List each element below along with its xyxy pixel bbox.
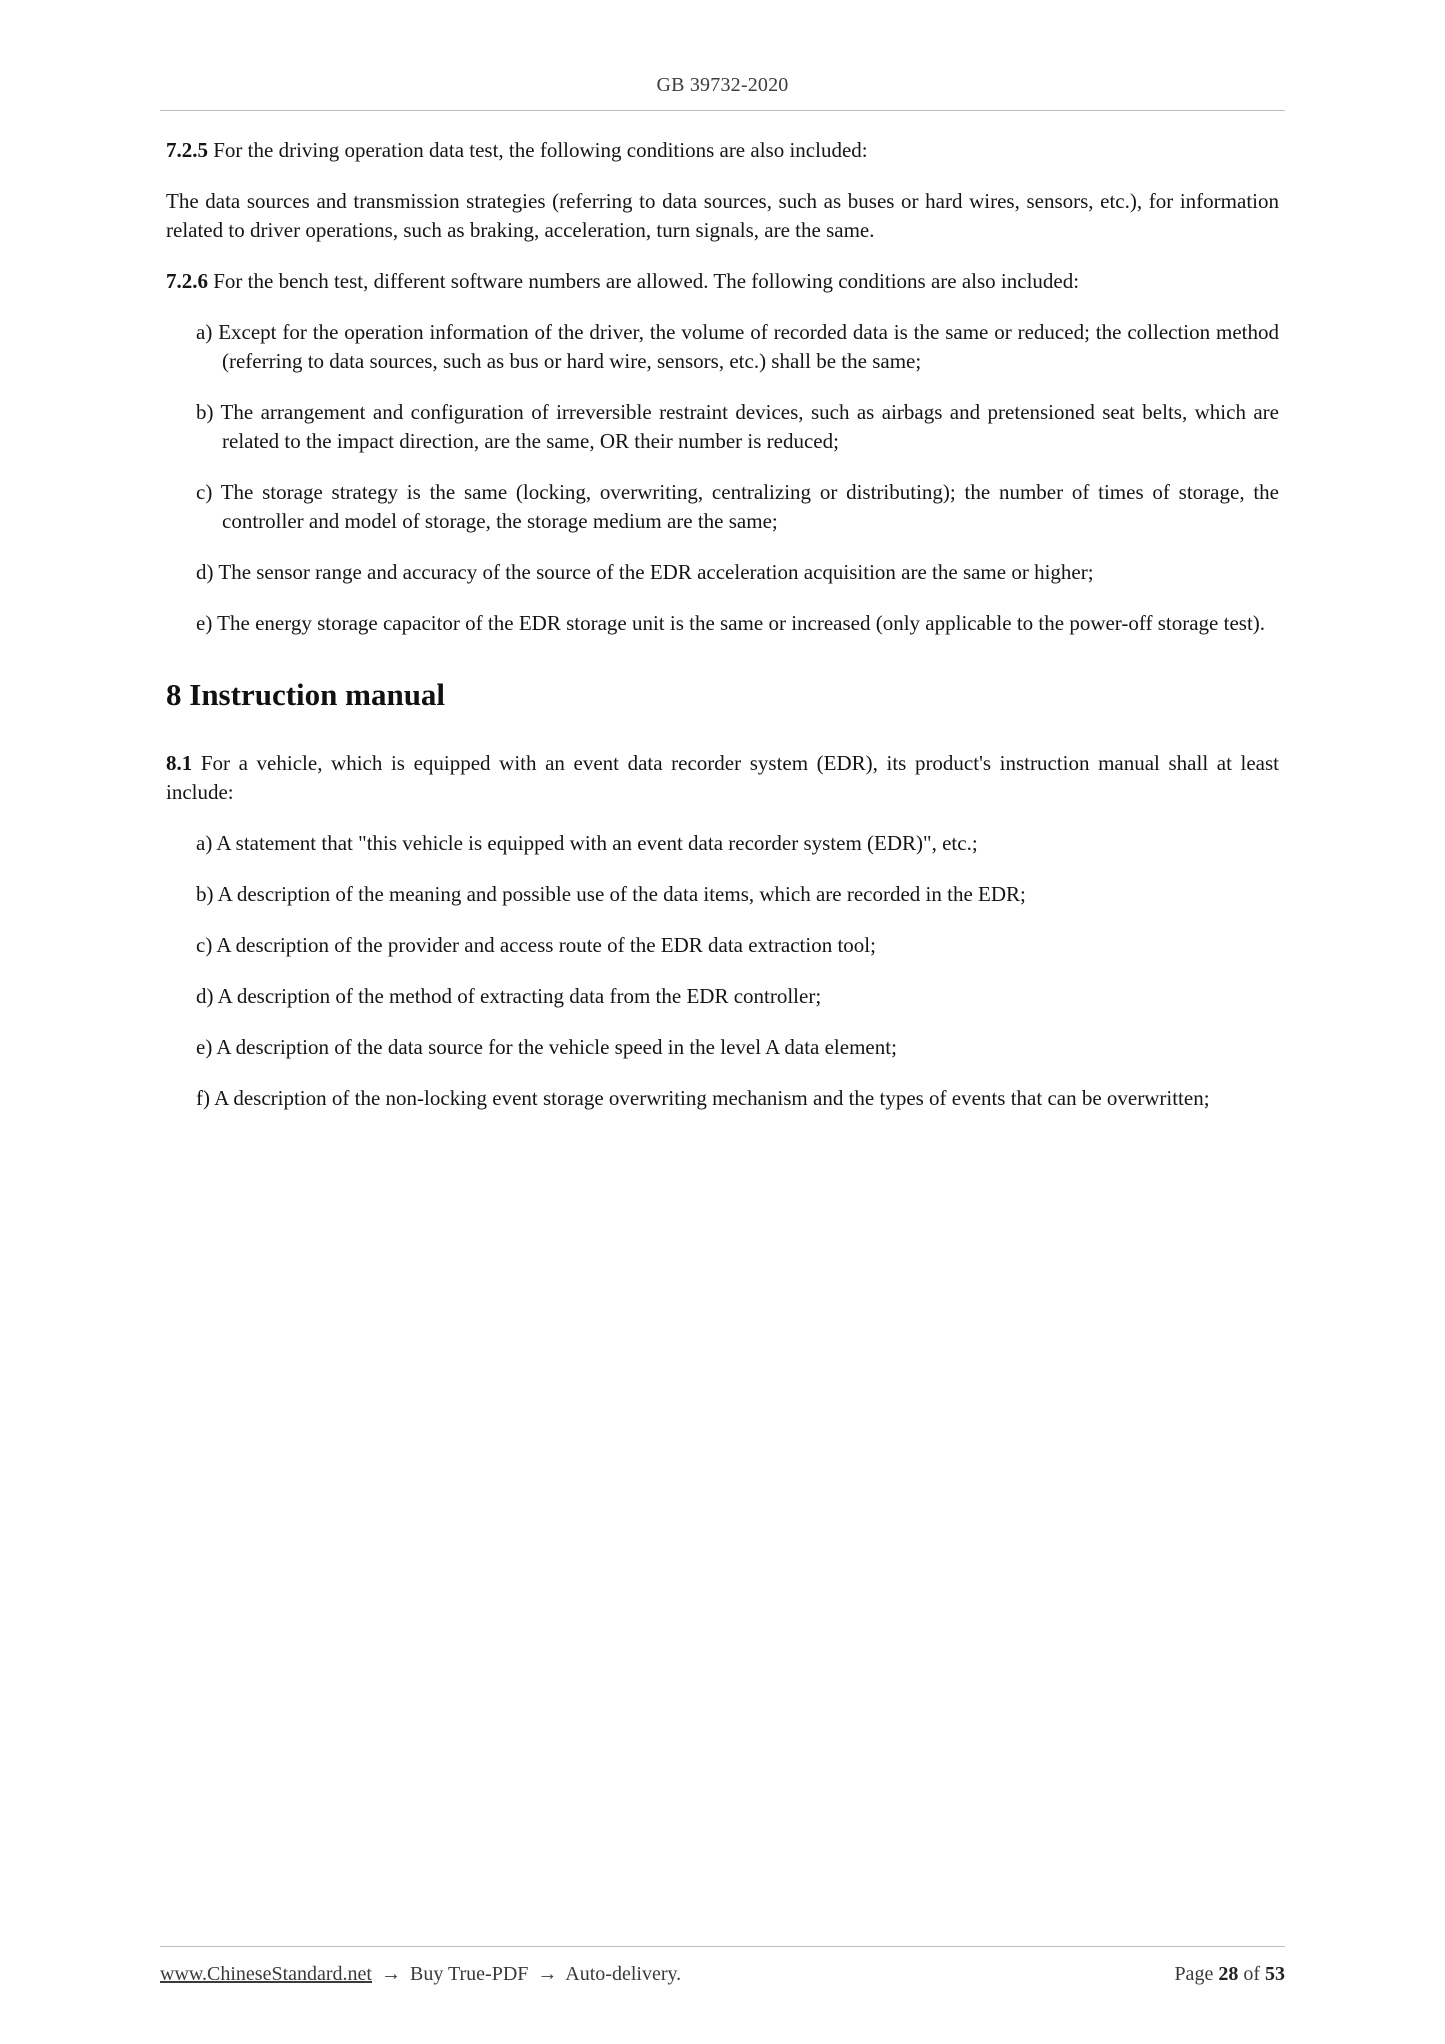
document-body [166, 136, 1279, 1135]
doc-number: GB 39732-2020 [656, 74, 789, 96]
section-number-8-1: 8.1 [166, 751, 193, 776]
list-item-8-1-b: b) A description of the meaning and possible use of the data items, which are recorded in the EDR; [196, 882, 1026, 907]
page-indicator [1174, 1963, 1285, 1986]
arrow-right-icon: → [381, 1963, 401, 1985]
list-item-8-1-c: c) A description of the provider and access route of the EDR data extraction tool; [196, 933, 876, 958]
footer-delivery-text: Auto-delivery. [565, 1963, 682, 1985]
list-item-8-1-e: e) A description of the data source for the vehicle speed in the level A data element; [196, 1035, 897, 1060]
list-item-7-2-6-c: c) The storage strategy is the same (locking, overwriting, centralizing or distributing); the number of times of storage, the controller and model of storage, the storage medium are the same; [196, 480, 1279, 533]
section-text-8-1: For a vehicle, which is equipped with an event data recorder system (EDR), its product's instruction manual shall at least include: [166, 751, 1279, 805]
list-item-7-2-6-e: e) The energy storage capacitor of the EDR storage unit is the same or increased (only applicable to the power-off storage test). [196, 611, 1266, 635]
total-pages: 53 [1265, 1963, 1285, 1985]
paragraph-7-2-6 [166, 267, 1279, 296]
footer-buy-text: Buy True-PDF [410, 1963, 529, 1985]
section-number-7-2-6: 7.2.6 [166, 269, 208, 293]
list-item-8-1-d: d) A description of the method of extracting data from the EDR controller; [196, 984, 822, 1009]
arrow-right-icon: → [537, 1963, 558, 1985]
paragraph-data-sources: The data sources and transmission strategies (referring to data sources, such as buses or hard wires, sensors, etc.), for information related to driver operations, such as braking, acceleration, turn signals, are the same. [166, 189, 1279, 242]
list-item-7-2-6-b: b) The arrangement and configuration of irreversible restraint devices, such as airbags and pretensioned seat belts, which are related to the impact direction, are the same, OR their number is reduced; [196, 400, 1279, 453]
page-number: 28 [1218, 1963, 1239, 1985]
paragraph-8-1 [166, 749, 1279, 807]
page-word: Page [1174, 1963, 1214, 1985]
footer-site-link[interactable]: www.ChineseStandard.net [160, 1963, 372, 1985]
list-item-8-1-a: a) A statement that "this vehicle is equipped with an event data recorder system (EDR)", etc.; [196, 831, 978, 856]
footer-left [160, 1963, 685, 1986]
section-text-7-2-6: For the bench test, different software numbers are allowed. The following conditions are also included: [213, 269, 1080, 293]
section-heading-8: 8 Instruction manual [166, 677, 446, 712]
section-text-7-2-5: For the driving operation data test, the following conditions are also included: [213, 138, 868, 162]
document-header [166, 74, 1279, 97]
page-footer [160, 1946, 1285, 1986]
list-item-8-1-f: f) A description of the non-locking event storage overwriting mechanism and the types of events that can be overwritten; [196, 1086, 1210, 1111]
header-divider [160, 110, 1285, 111]
list-item-7-2-6-d: d) The sensor range and accuracy of the source of the EDR acceleration acquisition are the same or higher; [196, 560, 1094, 584]
section-number-7-2-5: 7.2.5 [166, 138, 208, 162]
of-word: of [1243, 1963, 1260, 1985]
paragraph-7-2-5 [166, 136, 1279, 165]
list-item-7-2-6-a: a) Except for the operation information of the driver, the volume of recorded data is the same or reduced; the collection method (referring to data sources, such as bus or hard wire, sensors, etc.) shall be the same; [196, 320, 1279, 373]
